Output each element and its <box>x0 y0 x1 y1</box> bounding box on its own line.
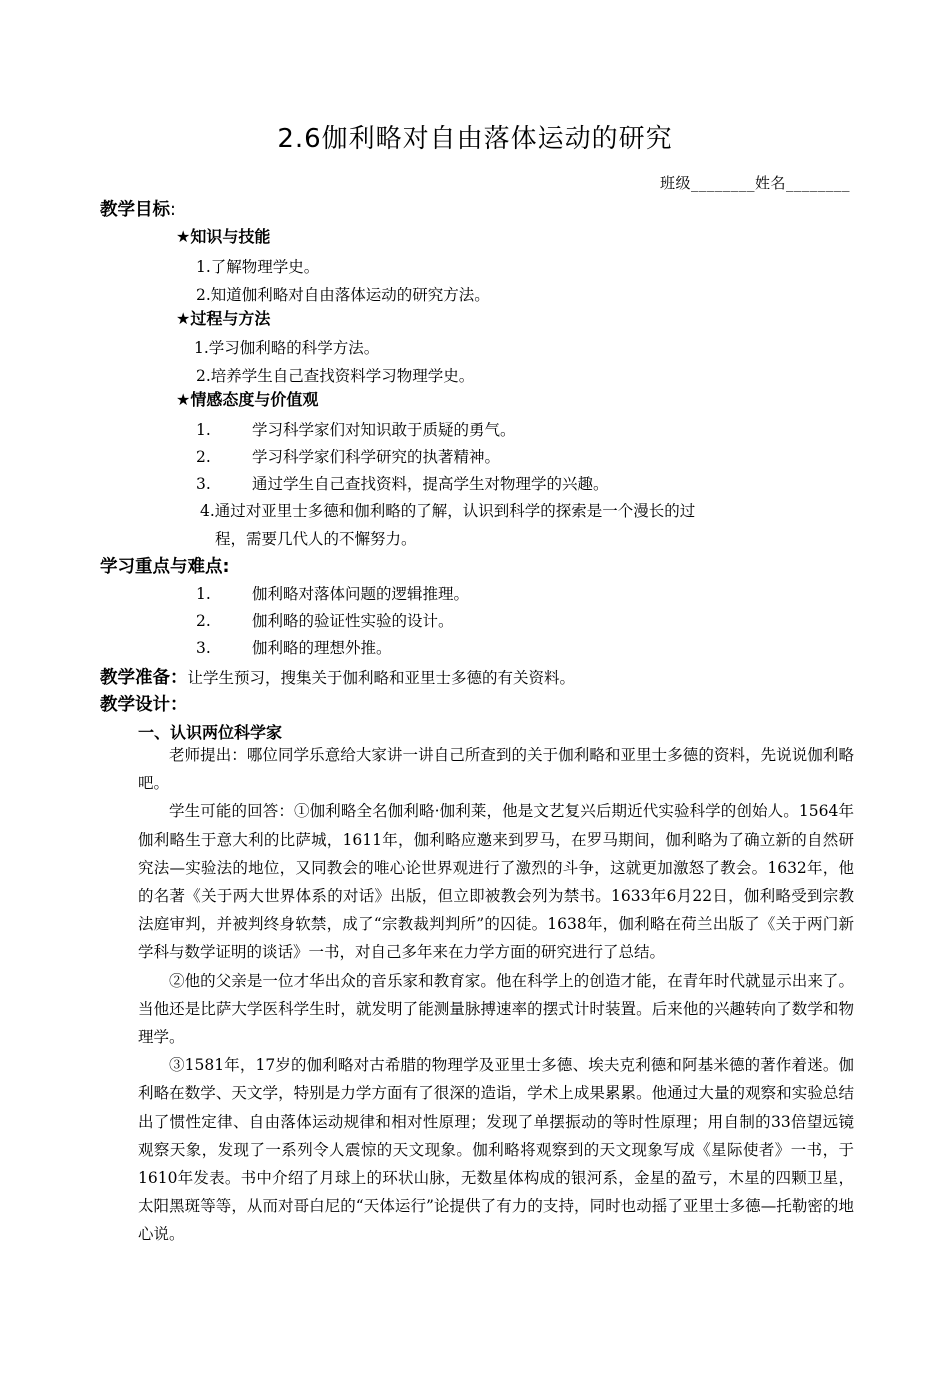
design-heading: 教学设计： <box>100 695 188 715</box>
preparation-text: 让学生预习，搜集关于伽利略和亚里士多德的有关资料。 <box>187 669 576 687</box>
objective-item: 1.了解物理学史。 <box>196 258 320 276</box>
item-number: 3. <box>196 639 211 657</box>
attitude-item <box>196 472 609 494</box>
item-text: 通过学生自己查找资料，提高学生对物理学的兴趣。 <box>252 475 609 493</box>
paragraph: 学生可能的回答：①伽利略全名伽利略·伽利莱，他是文艺复兴后期近代实验科学的创始人。1564年伽利略生于意大利的比萨城，1611年，伽利略应邀来到罗马，在罗马期间，伽利略为了确立新的自然研究法—实验法的地位，又同教会的唯心论世界观进行了激烈的斗争，这就更加激怒了教会。1632年，他的名著《关于两大世界体系的对话》出版，但立即被教会列为禁书。1633年6月22日，伽利略受到宗教法庭审判，并被判终身软禁，成了“宗教裁判判所”的囚徒。1638年，伽利略在荷兰出版了《关于两门新学科与数学证明的谈话》一书，对自己多年来在力学方面的研究进行了总结。 <box>138 802 854 962</box>
objective-item: 1.学习伽利略的科学方法。 <box>194 339 380 357</box>
knowledge-skills-heading: ★知识与技能 <box>176 227 271 246</box>
item-number: 3. <box>196 475 211 493</box>
objective-item: 2.培养学生自己查找资料学习物理学史。 <box>196 367 475 385</box>
design-body <box>138 741 854 1249</box>
paragraph: ③1581年，17岁的伽利略对古希腊的物理学及亚里士多德、埃夫克利德和阿基米德的著作着迷。伽利略在数学、天文学，特别是力学方面有了很深的造诣，学术上成果累累。他通过大量的观察和实验总结出了惯性定律、自由落体运动规律和相对性原理；发现了单摆振动的等时性原理；用自制的33倍望远镜观察天象，发现了一系列令人震惊的天文现象。伽利略将观察到的天文现象写成《星际使者》一书，于1610年发表。书中介绍了月球上的环状山脉，无数星体构成的银河系，金星的盈亏，木星的四颗卫星，太阳黑斑等等，从而对哥白尼的“天体运行”论提供了有力的支持，同时也动摇了亚里士多德—托勒密的地心说。 <box>138 1056 854 1244</box>
item-text: 学习科学家们对知识敢于质疑的勇气。 <box>252 421 516 439</box>
item-text: 学习科学家们科学研究的执著精神。 <box>252 448 501 466</box>
preparation-heading: 教学准备： <box>100 668 188 688</box>
class-name-line: 班级________姓名________ <box>659 174 850 192</box>
key-point-item <box>196 636 392 658</box>
key-point-item <box>196 582 469 604</box>
paragraph: ②他的父亲是一位才华出众的音乐家和教育家。他在科学上的创造才能，在青年时代就显示出来了。当他还是比萨大学医科学生时，就发明了能测量脉搏速率的摆式计时装置。后来他的兴趣转向了数学和物理学。 <box>138 971 854 1047</box>
attitude-item-4-line1: 4.通过对亚里士多德和伽利略的了解，认识到科学的探索是一个漫长的过 <box>200 502 696 520</box>
page-title: 2.6伽利略对自由落体运动的研究 <box>277 124 673 154</box>
attitude-item <box>196 445 500 467</box>
item-number: 2. <box>196 612 211 630</box>
attitude-item <box>196 418 516 440</box>
item-number: 1. <box>196 421 211 439</box>
item-text: 伽利略对落体问题的逻辑推理。 <box>252 585 470 603</box>
item-text: 伽利略的验证性实验的设计。 <box>252 612 454 630</box>
key-points-heading <box>100 553 230 578</box>
key-points-heading-text: 学习重点与难点 <box>100 557 223 577</box>
objectives-heading <box>100 196 176 221</box>
paragraph: 老师提出：哪位同学乐意给大家讲一讲自己所查到的关于伽利略和亚里士多德的资料，先说说伽利略吧。 <box>138 746 854 793</box>
section-heading: 一、认识两位科学家 <box>138 723 283 742</box>
item-number: 2. <box>196 448 211 466</box>
preparation-line <box>100 664 575 689</box>
attitude-values-heading: ★情感态度与价值观 <box>176 390 319 409</box>
attitude-item-4-line2: 程，需要几代人的不懈努力。 <box>215 530 417 548</box>
process-methods-heading: ★过程与方法 <box>176 309 271 328</box>
objective-item: 2.知道伽利略对自由落体运动的研究方法。 <box>196 286 490 304</box>
item-text: 伽利略的理想外推。 <box>252 639 392 657</box>
objectives-heading-text: 教学目标 <box>100 200 170 220</box>
item-number: 1. <box>196 585 211 603</box>
key-points-colon: : <box>222 557 230 577</box>
key-point-item <box>196 609 454 631</box>
objectives-colon: : <box>170 200 176 220</box>
